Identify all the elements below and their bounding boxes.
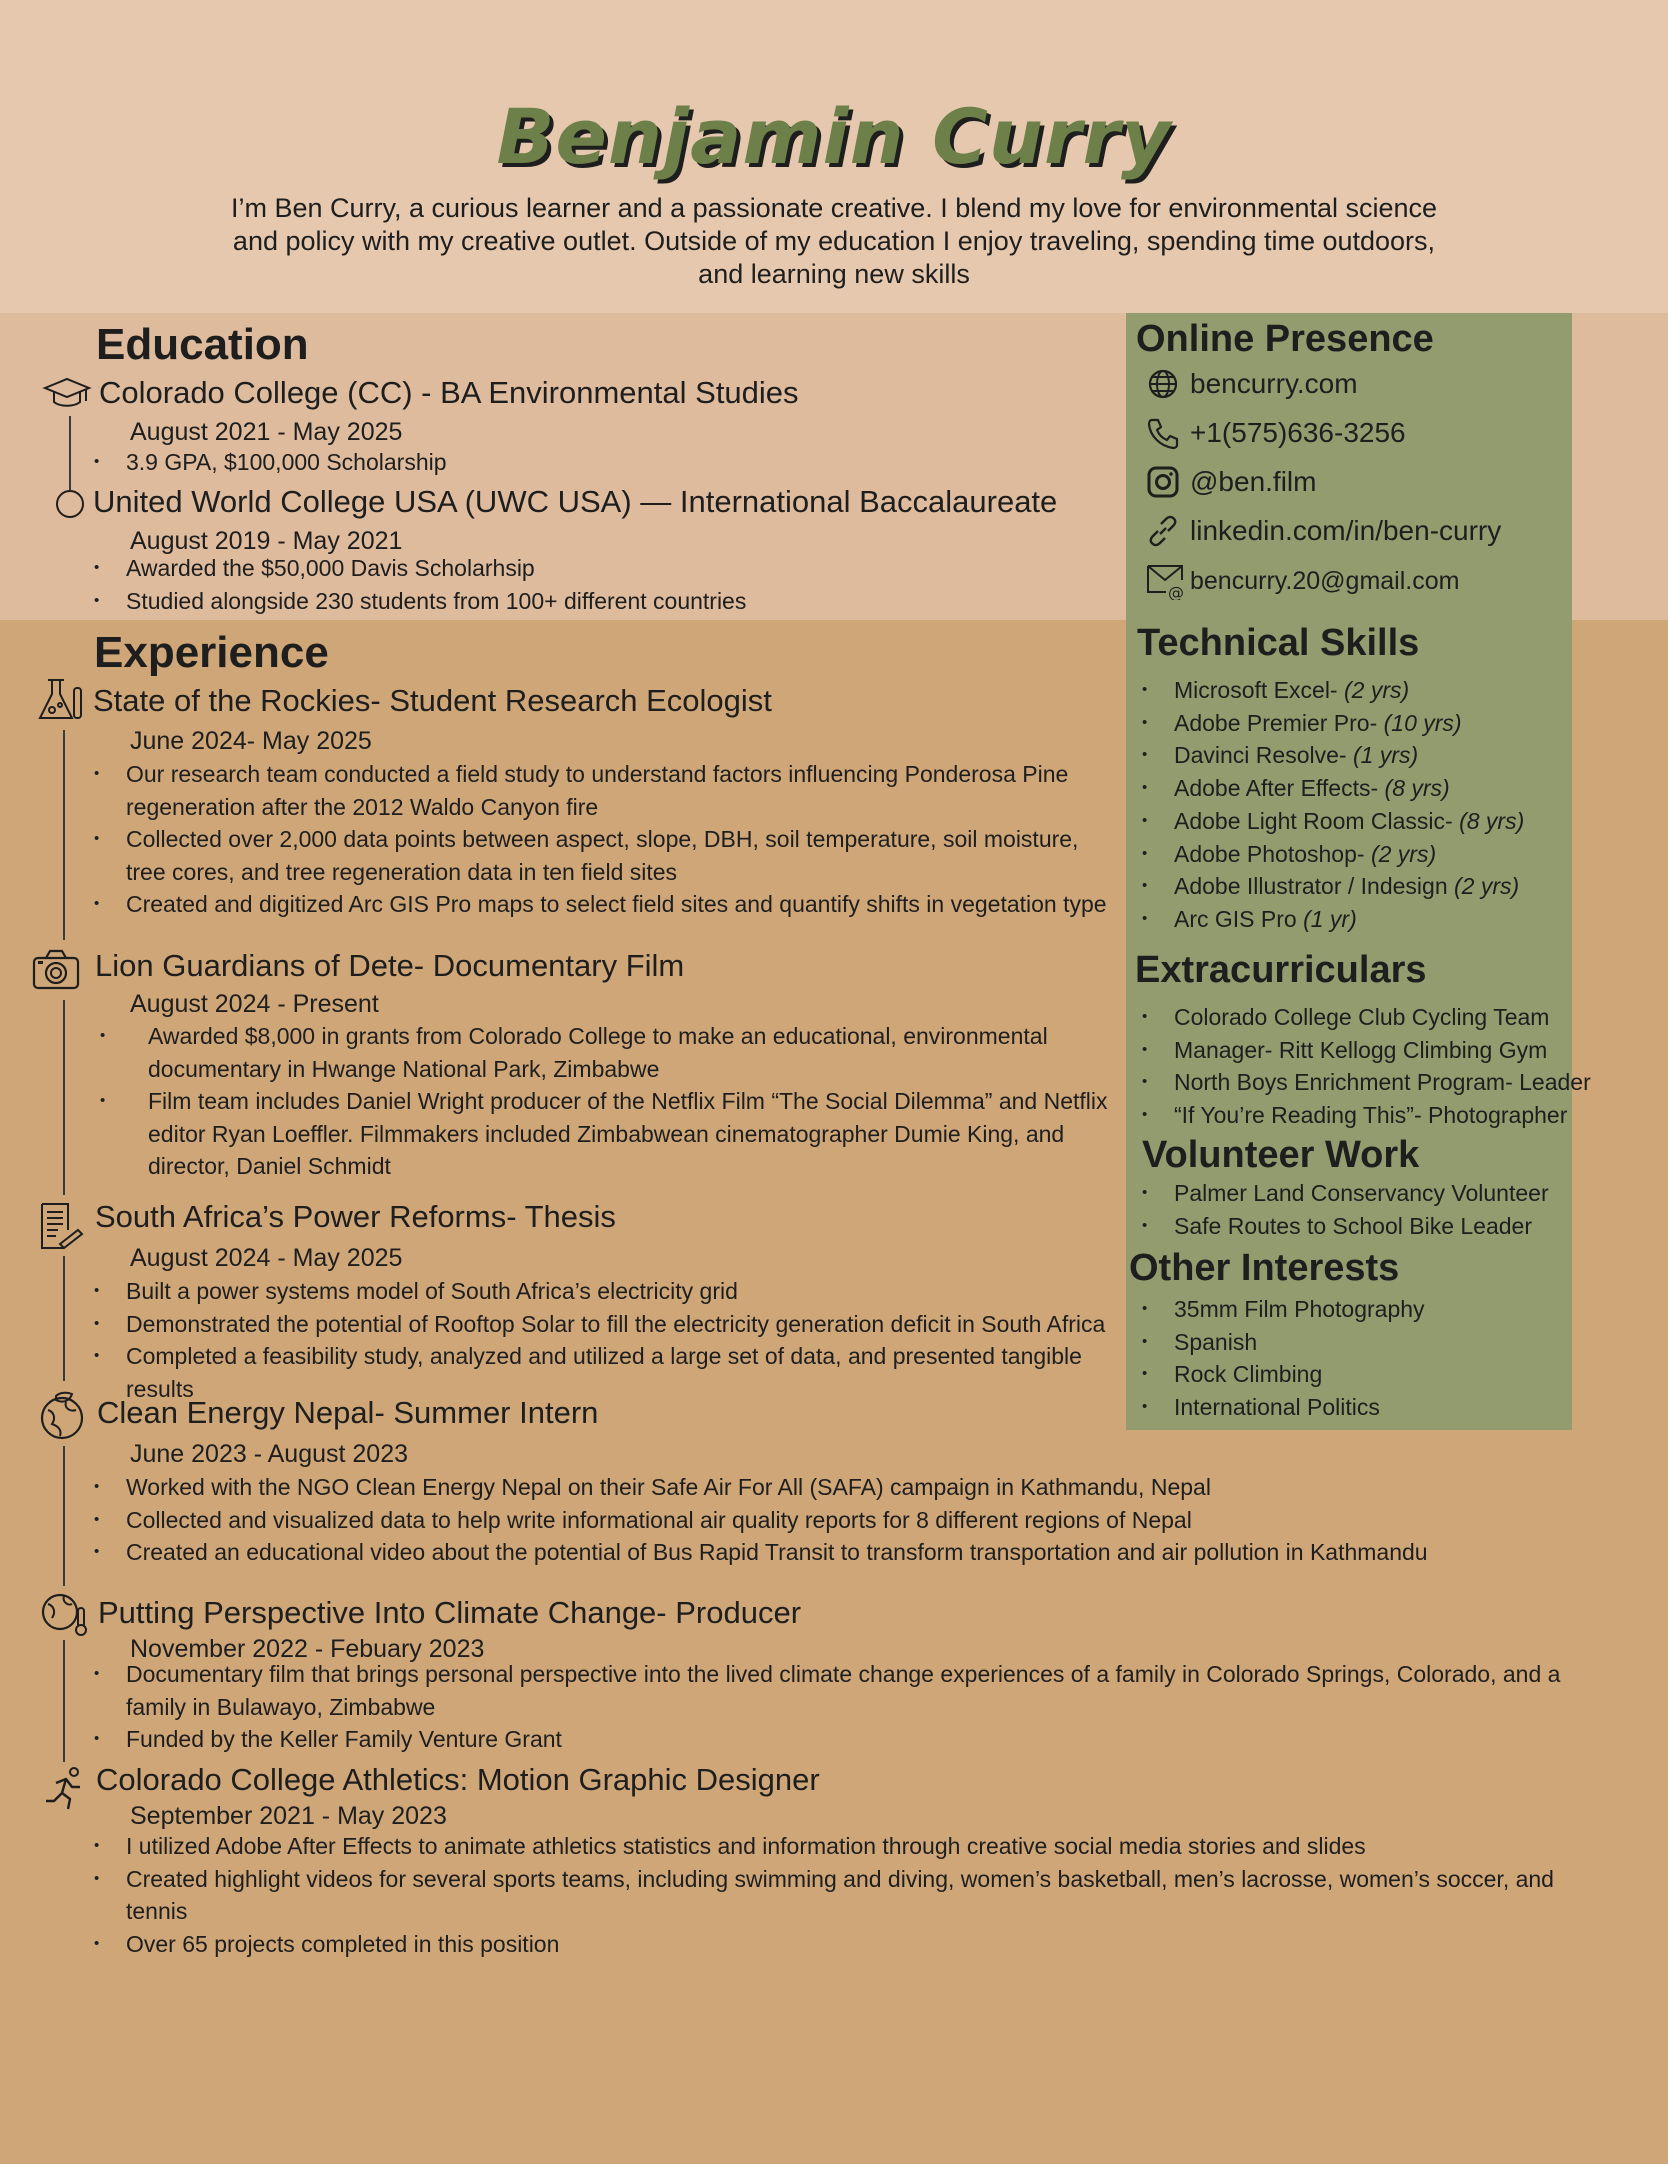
experience-entry-title: South Africa’s Power Reforms- Thesis <box>95 1199 616 1234</box>
list-item: • Worked with the NGO Clean Energy Nepal on their Safe Air For All (SAFA) campaign in Kathmandu, Nepal <box>94 1471 1574 1504</box>
experience-bullets <box>94 1275 1124 1405</box>
interests-list <box>1142 1293 1425 1424</box>
education-entry-title: Colorado College (CC) - BA Environmental Studies <box>99 375 799 410</box>
name-heading: Benjamin Curry <box>496 92 1172 181</box>
timeline-line <box>63 1640 65 1762</box>
list-item: • Adobe After Effects- (8 yrs) <box>1142 772 1524 805</box>
list-item: • Completed a feasibility study, analyzed and utilized a large set of data, and presented tangible results <box>94 1340 1124 1405</box>
experience-entry-title: Colorado College Athletics: Motion Graphic Designer <box>96 1762 820 1797</box>
timeline-line <box>63 1446 65 1586</box>
list-item: • I utilized Adobe After Effects to animate athletics statistics and information through creative social media stories and slides <box>94 1830 1574 1863</box>
timeline-line <box>63 730 65 940</box>
experience-bullets <box>94 758 1124 921</box>
list-item: • Created an educational video about the potential of Bus Rapid Transit to transform transportation and air pollution in Kathmandu <box>94 1536 1574 1569</box>
instagram-item[interactable] <box>1146 465 1316 499</box>
education-entry-dates: August 2019 - May 2021 <box>130 527 403 555</box>
instagram-text: @ben.film <box>1190 466 1317 497</box>
technical-skills-list <box>1142 674 1524 936</box>
list-item: • Collected and visualized data to help write informational air quality reports for 8 different regions of Nepal <box>94 1504 1574 1537</box>
experience-entry-title: Putting Perspective Into Climate Change- Producer <box>98 1595 802 1630</box>
timeline-line <box>63 1256 65 1381</box>
flask-icon <box>34 674 86 726</box>
list-item: • Adobe Premier Pro- (10 yrs) <box>1142 707 1524 740</box>
list-item: • Adobe Illustrator / Indesign (2 yrs) <box>1142 870 1524 903</box>
website-text: bencurry.com <box>1190 368 1358 399</box>
list-item: • 3.9 GPA, $100,000 Scholarship <box>94 446 1094 479</box>
website-item[interactable] <box>1146 367 1358 401</box>
list-item: • Created highlight videos for several sports teams, including swimming and diving, women’s basketball, men’s lacrosse, women’s soccer, and tennis <box>94 1863 1574 1928</box>
list-item: • Colorado College Club Cycling Team <box>1142 1001 1591 1034</box>
experience-entry-dates: June 2023 - August 2023 <box>130 1440 409 1468</box>
experience-entry-dates: August 2024 - May 2025 <box>130 1244 403 1272</box>
education-entry-title: United World College USA (UWC USA) — International Baccalaureate <box>93 484 1058 519</box>
timeline-line <box>63 1000 65 1195</box>
list-item: • Adobe Light Room Classic- (8 yrs) <box>1142 805 1524 838</box>
experience-title: Experience <box>94 628 329 677</box>
experience-entry-title: State of the Rockies- Student Research Ecologist <box>93 683 772 718</box>
list-item: • North Boys Enrichment Program- Leader <box>1142 1066 1591 1099</box>
timeline-node <box>56 490 84 518</box>
list-item: • Spanish <box>1142 1326 1425 1359</box>
document-icon <box>34 1200 86 1252</box>
list-item: • Studied alongside 230 students from 100+ different countries <box>94 585 1094 618</box>
list-item: • Built a power systems model of South Africa’s electricity grid <box>94 1275 1124 1308</box>
email-text: bencurry.20@gmail.com <box>1190 566 1460 595</box>
experience-bullets <box>100 1020 1116 1183</box>
list-item: • Rock Climbing <box>1142 1358 1425 1391</box>
list-item: • Davinci Resolve- (1 yrs) <box>1142 739 1524 772</box>
experience-entry-title: Lion Guardians of Dete- Documentary Film <box>95 948 685 983</box>
list-item: • Over 65 projects completed in this position <box>94 1928 1574 1961</box>
experience-entry-dates: September 2021 - May 2023 <box>130 1802 447 1830</box>
runner-icon <box>42 1765 88 1811</box>
other-interests-title: Other Interests <box>1129 1247 1400 1289</box>
graduation-cap-icon <box>42 374 92 414</box>
list-item: • International Politics <box>1142 1391 1425 1424</box>
list-item: • Adobe Photoshop- (2 yrs) <box>1142 838 1524 871</box>
phone-item[interactable] <box>1146 416 1406 450</box>
list-item: • “If You’re Reading This”- Photographer <box>1142 1099 1591 1132</box>
education-entry-dates: August 2021 - May 2025 <box>130 418 403 446</box>
svg-text:@: @ <box>1168 583 1184 600</box>
list-item: • Manager- Ritt Kellogg Climbing Gym <box>1142 1034 1591 1067</box>
technical-skills-title: Technical Skills <box>1137 622 1420 664</box>
extracurriculars-title: Extracurriculars <box>1135 949 1427 991</box>
globe-leaf-icon <box>36 1390 88 1442</box>
list-item: • Demonstrated the potential of Rooftop Solar to fill the electricity generation deficit in South Africa <box>94 1308 1124 1341</box>
experience-entry-dates: August 2024 - Present <box>130 990 379 1018</box>
list-item: • 35mm Film Photography <box>1142 1293 1425 1326</box>
education-bullets <box>94 552 1094 617</box>
link-icon <box>1146 514 1180 548</box>
experience-bullets <box>94 1830 1574 1960</box>
experience-entry-dates: June 2024- May 2025 <box>130 727 372 755</box>
list-item: • Awarded $8,000 in grants from Colorado College to make an educational, environmental documentary in Hwange National Park, Zimbabwe <box>100 1020 1116 1085</box>
email-item[interactable] <box>1146 562 1459 600</box>
instagram-icon <box>1146 465 1180 499</box>
phone-icon <box>1146 416 1180 450</box>
list-item: • Microsoft Excel- (2 yrs) <box>1142 674 1524 707</box>
education-bullets <box>94 446 1094 479</box>
volunteer-work-title: Volunteer Work <box>1142 1134 1420 1176</box>
volunteer-list <box>1142 1177 1549 1242</box>
globe-thermometer-icon <box>38 1588 90 1640</box>
timeline-line <box>69 416 71 490</box>
globe-icon <box>1146 367 1180 401</box>
linkedin-item[interactable] <box>1146 514 1501 548</box>
experience-entry-title: Clean Energy Nepal- Summer Intern <box>97 1395 599 1430</box>
intro-text: I’m Ben Curry, a curious learner and a passionate creative. I blend my love for environmental science and policy with my creative outlet. Outside of my education I enjoy traveling, spending time outdoors, and learning new skills <box>230 193 1438 289</box>
extracurriculars-list <box>1142 1001 1591 1132</box>
camera-icon <box>30 944 82 996</box>
education-title: Education <box>96 320 309 369</box>
online-presence-title: Online Presence <box>1136 318 1434 360</box>
list-item: • Palmer Land Conservancy Volunteer <box>1142 1177 1549 1210</box>
experience-bullets <box>94 1471 1574 1569</box>
phone-text: +1(575)636-3256 <box>1190 417 1406 448</box>
linkedin-text: linkedin.com/in/ben-curry <box>1190 515 1502 546</box>
experience-entry-dates: November 2022 - Febuary 2023 <box>130 1635 485 1663</box>
list-item: • Safe Routes to School Bike Leader <box>1142 1210 1549 1243</box>
list-item: • Funded by the Keller Family Venture Grant <box>94 1723 1574 1756</box>
list-item: • Awarded the $50,000 Davis Scholarhsip <box>94 552 1094 585</box>
email-icon <box>1146 562 1188 600</box>
list-item: • Created and digitized Arc GIS Pro maps to select field sites and quantify shifts in vegetation type <box>94 888 1124 921</box>
list-item: • Film team includes Daniel Wright producer of the Netflix Film “The Social Dilemma” and Netflix editor Ryan Loeffler. Filmmakers included Zimbabwean cinematographer Dumie King, and director, Daniel Schmidt <box>100 1085 1116 1183</box>
list-item: • Our research team conducted a field study to understand factors influencing Ponderosa Pine regeneration after the 2012 Waldo Canyon fire <box>94 758 1124 823</box>
list-item: • Documentary film that brings personal perspective into the lived climate change experiences of a family in Colorado Springs, Colorado, and a family in Bulawayo, Zimbabwe <box>94 1658 1574 1723</box>
list-item: • Arc GIS Pro (1 yr) <box>1142 903 1524 936</box>
list-item: • Collected over 2,000 data points between aspect, slope, DBH, soil temperature, soil moisture, tree cores, and tree regeneration data in ten field sites <box>94 823 1124 888</box>
experience-bullets <box>94 1658 1574 1756</box>
